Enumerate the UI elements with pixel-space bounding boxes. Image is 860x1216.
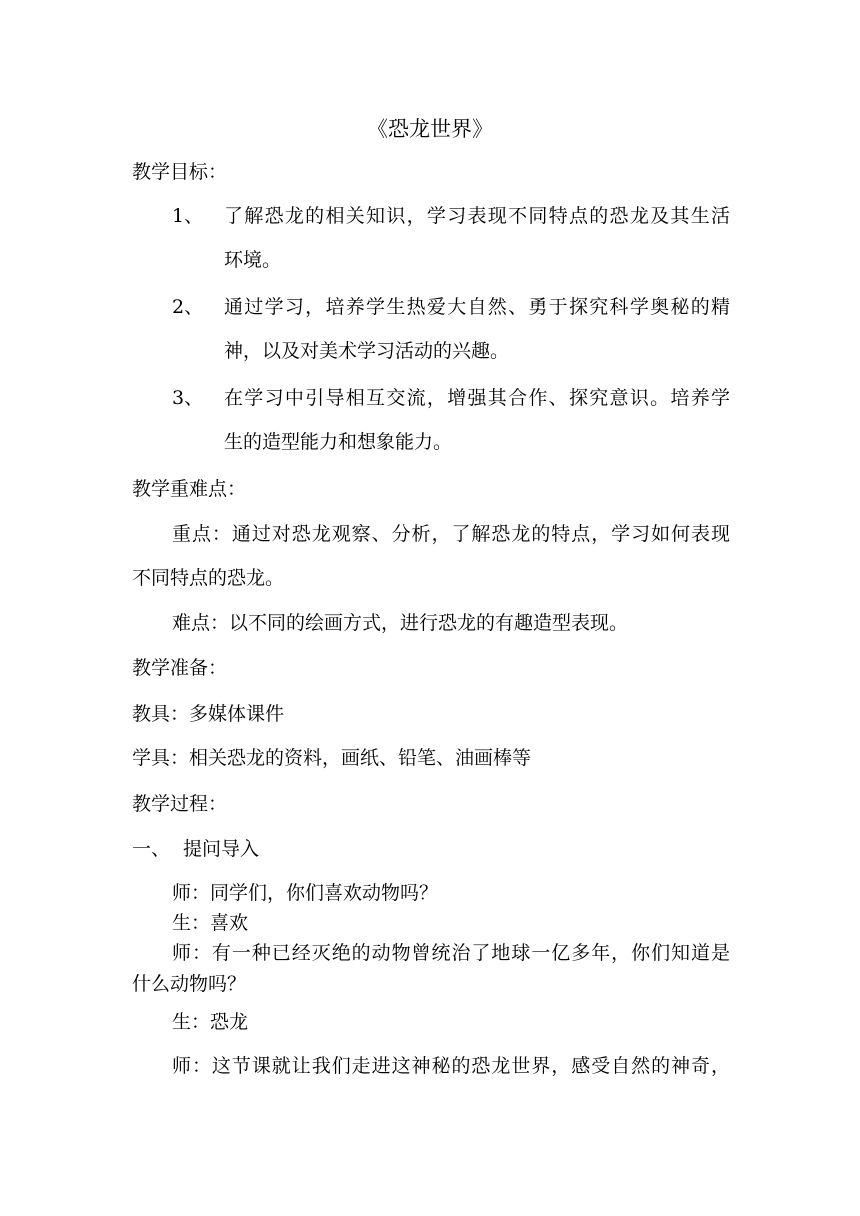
key-point-line-2: 不同特点的恐龙。 [132, 567, 285, 589]
key-points-heading: 教学重难点： [132, 478, 247, 500]
dialogue-line-2: 生：喜欢 [172, 912, 249, 934]
dialogue-line-3: 师：有一种已经灭绝的动物曾统治了地球一亿多年，你们知道是 [172, 942, 730, 964]
goal-1-line-1: 了解恐龙的相关知识，学习表现不同特点的恐龙及其生活 [224, 205, 730, 227]
preparation-heading: 教学准备： [132, 657, 228, 679]
key-point-line-1: 重点：通过对恐龙观察、分析，了解恐龙的特点，学习如何表现 [172, 523, 730, 545]
section-1-title: 提问导入 [183, 838, 260, 860]
section-1-number: 一、 [132, 838, 171, 860]
goal-2-number: 2、 [172, 296, 204, 318]
goal-2-line-2: 神，以及对美术学习活动的兴趣。 [224, 340, 510, 362]
goals-heading: 教学目标： [132, 161, 228, 183]
teacher-tools: 教具：多媒体课件 [132, 703, 285, 725]
difficult-point: 难点：以不同的绘画方式，进行恐龙的有趣造型表现。 [172, 612, 629, 634]
document-title: 《恐龙世界》 [367, 117, 493, 141]
goal-1-line-2: 环境。 [224, 249, 282, 271]
dialogue-line-5: 生：恐龙 [172, 1011, 249, 1033]
dialogue-line-4: 什么动物吗？ [132, 973, 247, 995]
dialogue-line-1: 师：同学们，你们喜欢动物吗？ [172, 882, 439, 904]
goal-2-line-1: 通过学习，培养学生热爱大自然、勇于探究科学奥秘的精 [224, 296, 730, 318]
student-tools: 学具：相关恐龙的资料，画纸、铅笔、油画棒等 [132, 747, 532, 769]
dialogue-line-6: 师：这节课就让我们走进这神秘的恐龙世界，感受自然的神奇， [172, 1055, 730, 1077]
goal-1-number: 1、 [172, 205, 204, 227]
goal-3-line-2: 生的造型能力和想象能力。 [224, 431, 453, 453]
goal-3-line-1: 在学习中引导相互交流，增强其合作、探究意识。培养学 [224, 387, 730, 409]
process-heading: 教学过程： [132, 793, 228, 815]
goal-3-number: 3、 [172, 387, 204, 409]
